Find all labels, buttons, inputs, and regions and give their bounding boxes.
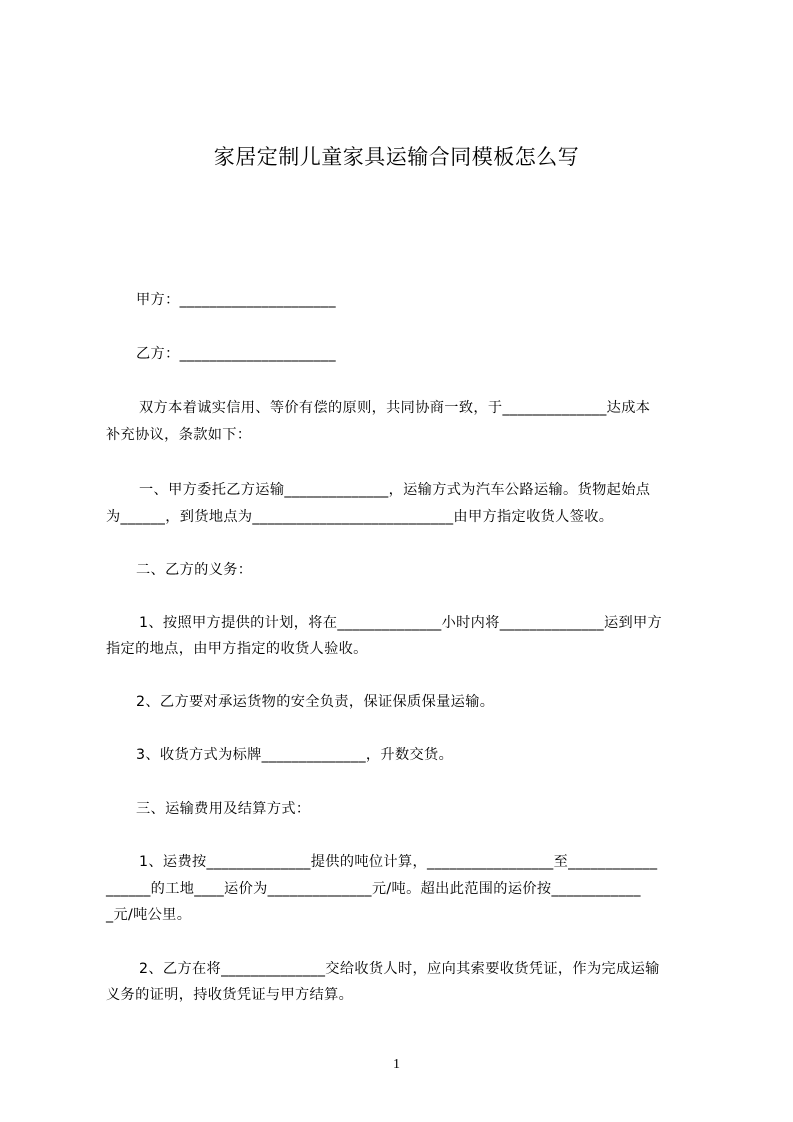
party-b-line: 乙方：_____________________: [136, 346, 336, 362]
document-title: 家居定制儿童家具运输合同模板怎么写: [213, 145, 580, 169]
clause-1-line-2: 为______，到货地点为___________________________由甲方指定收货人签收。: [106, 509, 614, 525]
clause-2-1-line-1: 1、按照甲方提供的计划，将在______________小时内将______________运到甲方: [139, 615, 663, 631]
clause-3-1-line-3: _元/吨公里。: [106, 907, 192, 923]
clause-3-1-line-1: 1、运费按______________提供的吨位计算，_________________至____________: [139, 854, 658, 870]
clause-2-2-line: 2、乙方要对承运货物的安全负责，保证保质保量运输。: [136, 694, 495, 710]
clause-1-line-1: 一、甲方委托乙方运输______________，运输方式为汽车公路运输。货物起始点: [139, 482, 651, 498]
clause-3-2-line-1: 2、乙方在将______________交给收货人时，应向其索要收货凭证，作为完成运输: [139, 961, 660, 977]
intro-line-2: 补充协议，条款如下：: [106, 427, 252, 443]
clause-2-1-line-2: 指定的地点，由甲方指定的收货人验收。: [106, 641, 368, 657]
intro-line-1: 双方本着诚实信用、等价有偿的原则，共同协商一致，于______________达成本: [139, 400, 651, 416]
clause-3-1-line-2: ______的工地____运价为______________元/吨。超出此范围的运价按____________: [106, 881, 641, 897]
clause-2-3-line: 3、收货方式为标牌______________，升数交货。: [136, 747, 454, 763]
party-a-line: 甲方：_____________________: [136, 292, 336, 308]
page-number: 1: [393, 1057, 400, 1072]
clause-3-2-line-2: 义务的证明，持收货凭证与甲方结算。: [106, 987, 354, 1003]
section-2-heading: 二、乙方的义务：: [136, 562, 253, 578]
section-3-heading: 三、运输费用及结算方式：: [136, 801, 311, 817]
